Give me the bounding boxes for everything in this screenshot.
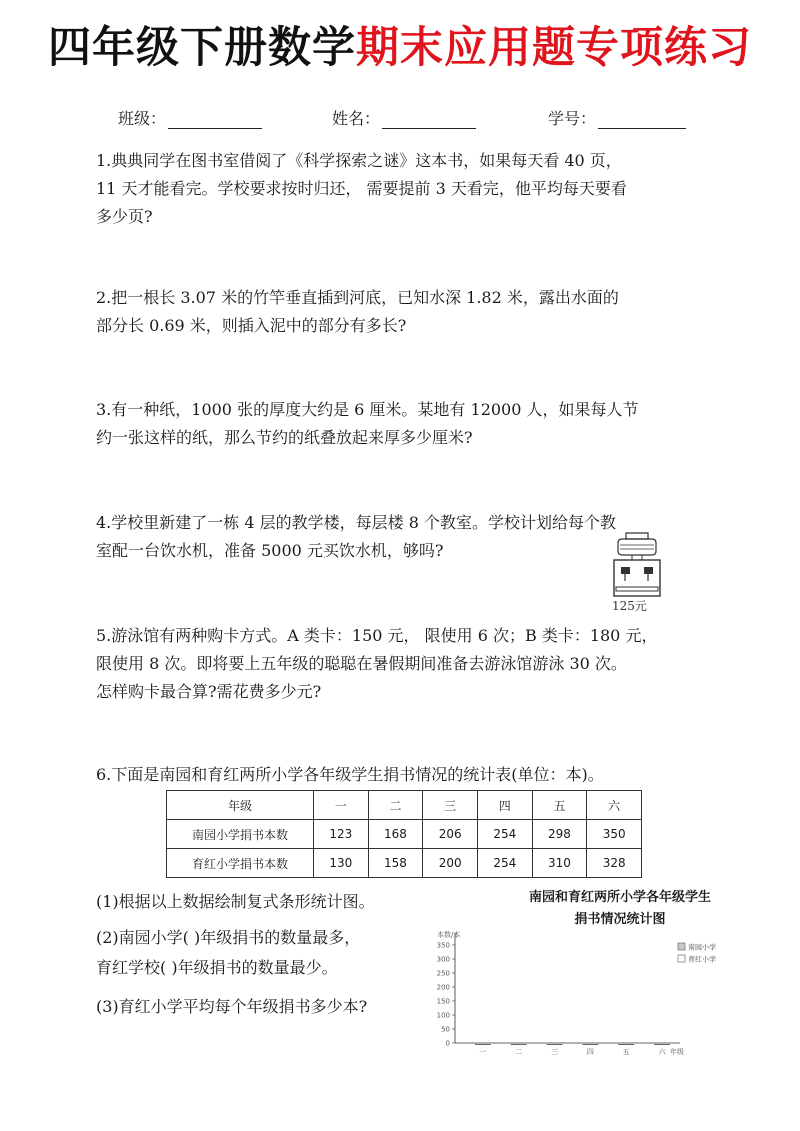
- table-cell: 130: [314, 849, 369, 878]
- y-tick-label: 0: [445, 1039, 450, 1048]
- page-title: [0, 18, 800, 78]
- question-1: [96, 147, 716, 231]
- table-header-cell: 年级: [167, 791, 314, 820]
- table-cell: 南园小学捐书本数: [167, 820, 314, 849]
- question-6: [96, 761, 716, 789]
- question-line: 多少页?: [96, 207, 153, 226]
- question-line: 1.典典同学在图书室借阅了《科学探索之谜》这本书，如果每天看 40 页，: [96, 151, 622, 170]
- legend-swatch: [678, 943, 685, 950]
- table-header-row: [167, 791, 642, 820]
- table-cell: 328: [587, 849, 642, 878]
- legend-label: 育红小学: [688, 955, 716, 964]
- y-tick-label: 250: [436, 969, 450, 978]
- table-row: [167, 849, 642, 878]
- question-line: 2.把一根长 3.07 米的竹竿垂直插到河底，已知水深 1.82 米，露出水面的: [96, 288, 619, 307]
- table-row: [167, 820, 642, 849]
- name-field: [332, 106, 476, 129]
- chart-title-line: 捐书情况统计图: [574, 912, 666, 927]
- subquestion-1: (1)根据以上数据绘制复式条形统计图。: [96, 892, 375, 911]
- table-cell: 168: [368, 820, 423, 849]
- subquestion-2a: (2)南园小学( )年级捐书的数量最多，: [96, 928, 361, 947]
- question-line: 限使用 8 次。即将要上五年级的聪聪在暑假期间准备去游泳馆游泳 30 次。: [96, 654, 627, 673]
- table-cell: 158: [368, 849, 423, 878]
- table-cell: 123: [314, 820, 369, 849]
- x-tick-label: 四: [586, 1048, 594, 1056]
- table-header-cell: 四: [477, 791, 532, 820]
- class-blank[interactable]: [168, 110, 262, 129]
- question-line: 约一张这样的纸，那么节约的纸叠放起来厚多少厘米?: [96, 428, 473, 447]
- x-tick-label: 三: [551, 1048, 559, 1056]
- table-cell: 350: [587, 820, 642, 849]
- x-tick-label: 二: [515, 1048, 523, 1056]
- title-black-part: 四年级下册数学: [48, 23, 356, 73]
- table-cell: 育红小学捐书本数: [167, 849, 314, 878]
- table-header-cell: 五: [532, 791, 587, 820]
- table-cell: 298: [532, 820, 587, 849]
- table-header-cell: 一: [314, 791, 369, 820]
- table-cell: 206: [423, 820, 478, 849]
- class-field: [118, 106, 262, 129]
- table-cell: 254: [477, 820, 532, 849]
- number-field: [548, 106, 686, 129]
- title-red-part: 期末应用题专项练习: [356, 23, 752, 73]
- name-label: 姓名：: [332, 109, 381, 128]
- question-5: [96, 622, 716, 706]
- y-tick-label: 100: [436, 1011, 450, 1020]
- class-label: 班级：: [118, 109, 167, 128]
- x-tick-label: 一: [479, 1048, 487, 1056]
- number-label: 学号：: [548, 109, 597, 128]
- table-cell: 254: [477, 849, 532, 878]
- table-cell: 200: [423, 849, 478, 878]
- y-tick-label: 200: [436, 983, 450, 992]
- question-line: 5.游泳馆有两种购卡方式。A 类卡：150 元， 限使用 6 次；B 类卡：180 元，: [96, 626, 658, 645]
- subquestion-3: (3)育红小学平均每个年级捐书多少本?: [96, 997, 368, 1016]
- subquestion-2b: 育红学校( )年级捐书的数量最少。: [96, 958, 338, 977]
- y-tick-label: 50: [441, 1025, 450, 1034]
- legend-swatch: [678, 955, 685, 962]
- donation-table: [166, 790, 642, 878]
- question-line: 11 天才能看完。学校要求按时归还， 需要提前 3 天看完，他平均每天要看: [96, 179, 627, 198]
- question-3: [96, 396, 716, 452]
- table-header-cell: 三: [423, 791, 478, 820]
- table-cell: 310: [532, 849, 587, 878]
- question-line: 怎样购卡最合算?需花费多少元?: [96, 682, 322, 701]
- chart-title-line: 南园和育红两所小学各年级学生: [528, 890, 711, 905]
- question-2: [96, 284, 716, 340]
- question-line: 6.下面是南园和育红两所小学各年级学生捐书情况的统计表(单位：本)。: [96, 765, 604, 784]
- question-line: 室配一台饮水机，准备 5000 元买饮水机，够吗?: [96, 541, 444, 560]
- x-tick-label: 六: [658, 1048, 666, 1056]
- name-blank[interactable]: [382, 110, 476, 129]
- question-line: 4.学校里新建了一栋 4 层的教学楼，每层楼 8 个教室。学校计划给每个教: [96, 513, 616, 532]
- legend-label: 南园小学: [688, 943, 716, 952]
- x-tick-label: 五: [622, 1048, 630, 1056]
- question-line: 部分长 0.69 米，则插入泥中的部分有多长?: [96, 316, 407, 335]
- table-header-cell: 六: [587, 791, 642, 820]
- y-tick-label: 300: [436, 955, 450, 964]
- question-line: 3.有一种纸，1000 张的厚度大约是 6 厘米。某地有 12000 人，如果每人节: [96, 400, 639, 419]
- dispenser-price: 125元: [612, 599, 647, 613]
- bar-chart[interactable]: [425, 925, 725, 1060]
- y-axis-label: 本数/本: [437, 931, 461, 939]
- y-tick-label: 150: [436, 997, 450, 1006]
- x-axis-label: 年级: [670, 1048, 684, 1056]
- y-tick-label: 350: [436, 941, 450, 950]
- number-blank[interactable]: [598, 110, 686, 129]
- table-header-cell: 二: [368, 791, 423, 820]
